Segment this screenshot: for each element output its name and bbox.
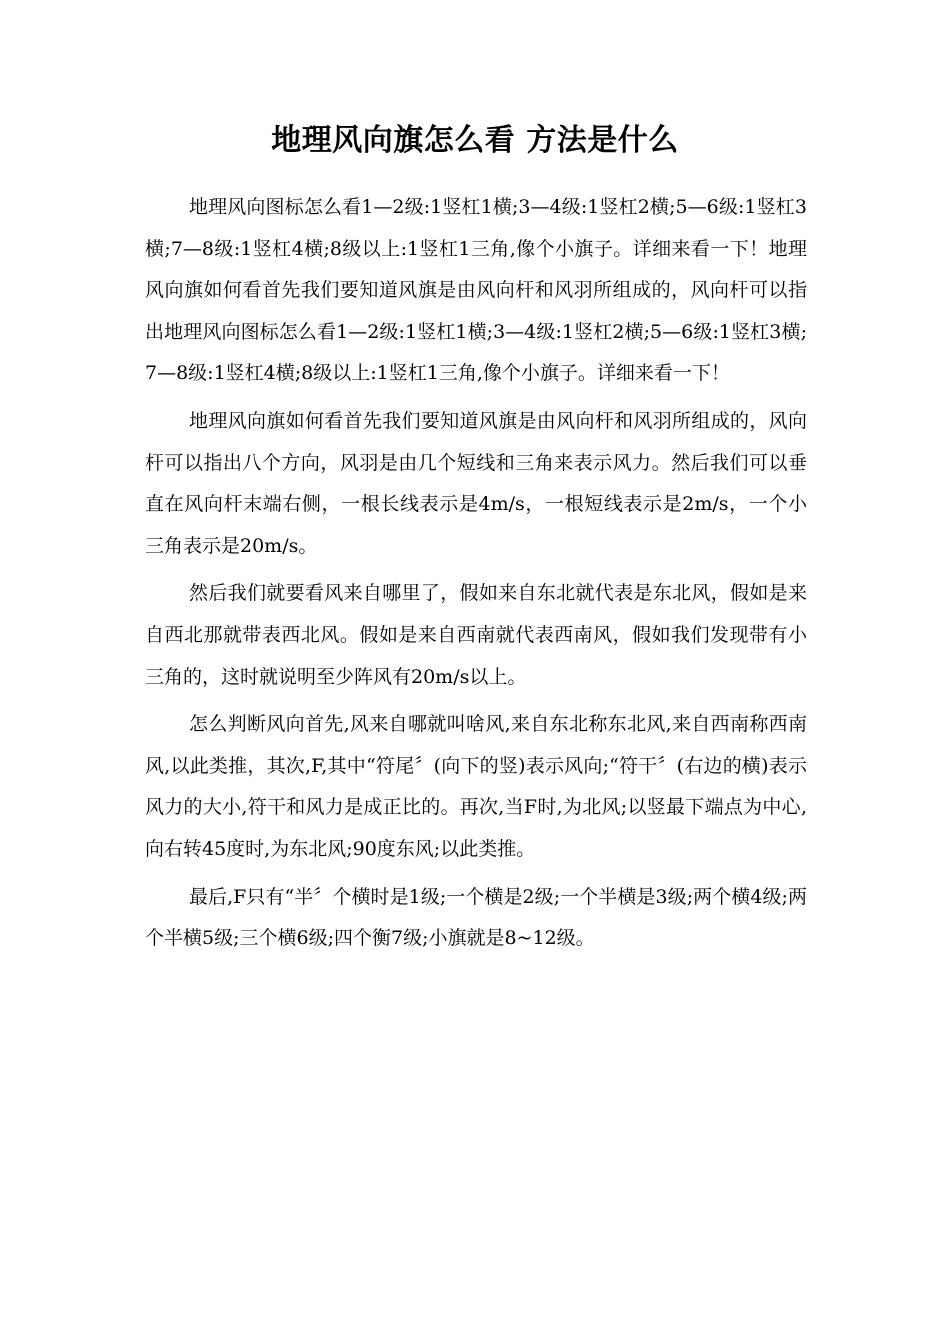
paragraph-judge-direction: 怎么判断风向首先,风来自哪就叫啥风,来自东北称东北风,来自西南称西南风,以此类推，其次,F,其中“符尾〞(向下的竖)表示风向;“符干〞(右边的横)表示风力的大小,符干和风力是成正比的。再次,当F时,为北风;以竖最下端点为中心,向右转45度时,为东北风;90度东风;以此类推。: [145, 713, 807, 860]
document-title: 地理风向旗怎么看 方法是什么: [271, 123, 679, 158]
paragraph-wind-barb-levels: 地理风向图标怎么看1—2级:1竖杠1横;3—4级:1竖杠2横;5—6级:1竖杠3横;7—8级:1竖杠4横;8级以上:1竖杠1三角,像个小旗子。详细来看一下！地理风向旗如何看首先我们要知道风旗是由风向杆和风羽所组成的，风向杆可以指出地理风向图标怎么看1—2级:1竖杠1横;3—4级:1竖杠2横;5—6级:1竖杠3横;7—8级:1竖杠4横;8级以上:1竖杠1三角,像个小旗子。详细来看一下！: [145, 196, 807, 385]
paragraph-wind-barb-structure: 地理风向旗如何看首先我们要知道风旗是由风向杆和风羽所组成的，风向杆可以指出八个方向，风羽是由几个短线和三角来表示风力。然后我们可以垂直在风向杆末端右侧，一根长线表示是4m/s，一根短线表示是2m/s，一个小三角表示是20m/s。: [145, 409, 807, 557]
paragraph-wind-direction-origin: 然后我们就要看风来自哪里了，假如来自东北就代表是东北风，假如是来自西北那就带表西北风。假如是来自西南就代表西南风，假如我们发现带有小三角的，这时就说明至少阵风有20m/s以上。: [145, 582, 807, 688]
paragraph-wind-scale: 最后,F只有“半〞个横时是1级;一个横是2级;一个半横是3级;两个横4级;两个半横5级;三个横6级;四个衡7级;小旗就是8~12级。: [145, 885, 807, 950]
document-body: [145, 187, 807, 966]
